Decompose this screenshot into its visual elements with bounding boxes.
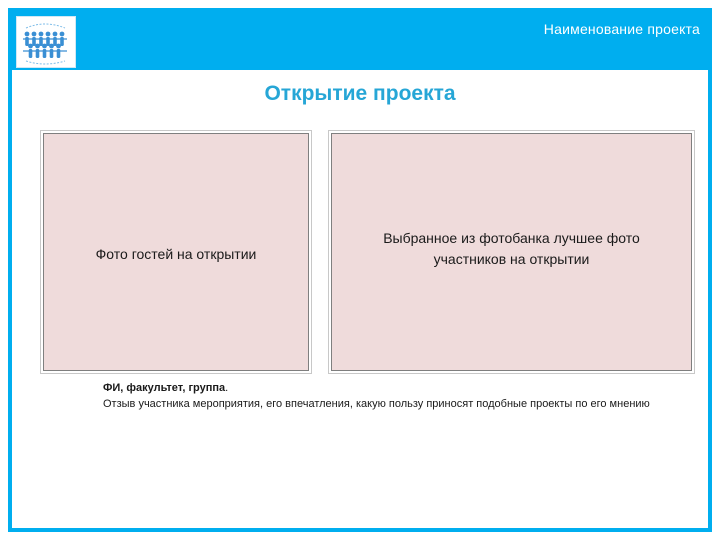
slide-title: Открытие проекта xyxy=(264,82,456,105)
guest-photo-caption: Фото гостей на открытии xyxy=(95,246,257,262)
participant-feedback xyxy=(103,380,663,412)
best-photo-placeholder xyxy=(331,133,692,371)
participant-name-period: . xyxy=(225,382,229,394)
people-chain-logo-icon xyxy=(17,17,75,67)
guest-photo-placeholder xyxy=(43,133,309,371)
participant-feedback-text: Отзыв участника мероприятия, его впечатления, какую пользу приносят подобные проекты по его мнению xyxy=(103,398,650,410)
header-bar xyxy=(8,8,712,70)
participant-name-line xyxy=(103,380,663,396)
best-photo-caption: Выбранное из фотобанка лучшее фото участников на открытии xyxy=(383,230,640,267)
project-name: Наименование проекта xyxy=(543,21,700,37)
logo xyxy=(16,16,76,68)
participant-name: ФИ, факультет, группа xyxy=(103,382,226,394)
